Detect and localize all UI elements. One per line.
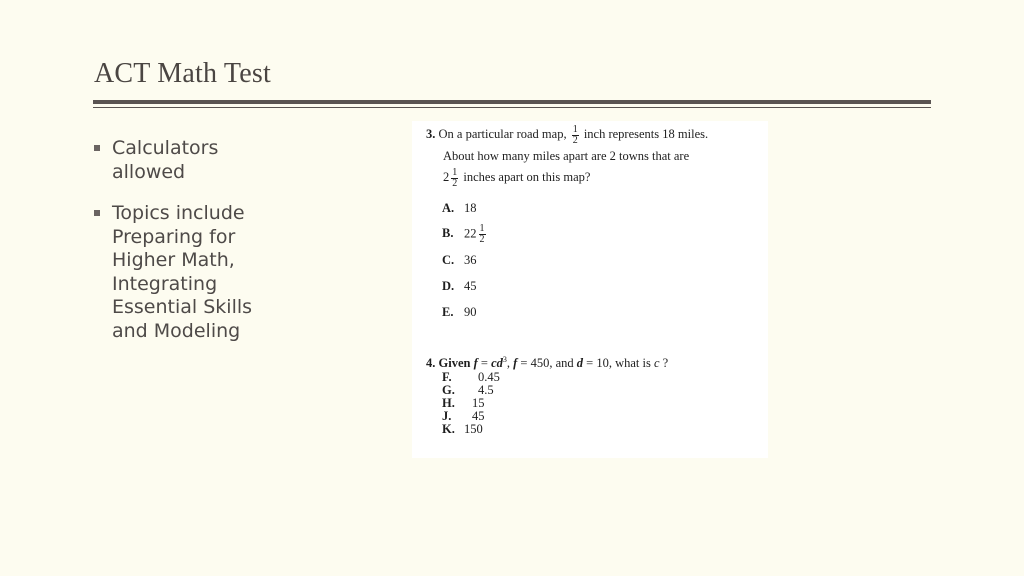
mixed-number-whole: 22 xyxy=(464,226,477,241)
choice-value: 90 xyxy=(464,305,477,319)
answer-choice xyxy=(442,224,488,245)
question-text: = xyxy=(477,356,492,371)
choice-label: C. xyxy=(442,253,455,267)
choice-value: 45 xyxy=(472,409,485,423)
choice-label: K. xyxy=(442,422,455,436)
fraction-numerator: 1 xyxy=(452,166,458,178)
variable: d xyxy=(576,356,584,371)
fraction-numerator: 1 xyxy=(479,223,485,234)
question-text: ? xyxy=(659,356,669,371)
choice-label: A. xyxy=(442,201,455,215)
answer-choice xyxy=(442,279,477,294)
square-bullet-icon xyxy=(94,210,100,216)
choice-value: 45 xyxy=(464,279,477,293)
question-number: 3. xyxy=(426,127,436,141)
question-image xyxy=(412,121,768,458)
square-bullet-icon xyxy=(94,145,100,151)
variable: c xyxy=(653,356,660,371)
question-text: About how many miles apart are 2 towns that are xyxy=(443,148,690,163)
bullet-list xyxy=(94,137,284,361)
choice-label: D. xyxy=(442,279,455,293)
question-3 xyxy=(426,124,758,189)
question-3-line-2 xyxy=(426,146,758,168)
variable: f xyxy=(513,356,518,371)
choice-value: 0.45 xyxy=(478,370,500,384)
bullet-item xyxy=(94,202,284,343)
question-text: = 450, and xyxy=(517,356,577,371)
exponent: 3 xyxy=(502,355,507,364)
title-divider-thin xyxy=(93,107,931,108)
question-text: On a particular road map, xyxy=(438,127,567,141)
fraction xyxy=(451,168,458,189)
choice-label: F. xyxy=(442,370,452,384)
title-divider-thick xyxy=(93,100,931,104)
answer-choice xyxy=(442,201,477,216)
choice-value: 150 xyxy=(464,422,483,436)
fraction-denominator: 2 xyxy=(572,134,578,146)
choice-label: E. xyxy=(442,305,454,319)
choice-value: 36 xyxy=(464,253,477,267)
choice-value: 18 xyxy=(464,201,477,215)
question-3-line-1 xyxy=(426,124,758,146)
answer-choice xyxy=(442,253,477,268)
question-text: inch represents 18 miles. xyxy=(583,127,709,141)
choice-label: B. xyxy=(442,226,454,241)
question-text: inches apart on this map? xyxy=(463,170,591,185)
fraction xyxy=(572,125,579,146)
question-3-line-3 xyxy=(426,167,758,189)
question-text: = 10, what is xyxy=(583,356,654,371)
question-text: , xyxy=(506,356,514,371)
fraction-denominator: 2 xyxy=(452,177,458,189)
fraction xyxy=(479,224,486,245)
choice-value: 15 xyxy=(472,396,485,410)
variable: f xyxy=(473,356,478,371)
choice-label: G. xyxy=(442,383,455,397)
variable: cd xyxy=(491,356,503,371)
mixed-number-whole: 2 xyxy=(443,170,450,185)
bullet-item xyxy=(94,137,284,184)
choice-value: 4.5 xyxy=(478,383,494,397)
bullet-text: Topics include Preparing for Higher Math, Integrating Essential Skills and Modeling xyxy=(112,202,253,342)
fraction-denominator: 2 xyxy=(479,234,485,245)
fraction-numerator: 1 xyxy=(572,123,578,135)
choice-label: J. xyxy=(442,409,452,423)
answer-choice xyxy=(442,305,477,320)
bullet-text: Calculators allowed xyxy=(112,137,219,183)
question-text: Given xyxy=(438,356,471,371)
question-number: 4. xyxy=(426,356,436,371)
slide-title: ACT Math Test xyxy=(94,58,271,89)
choice-label: H. xyxy=(442,396,455,410)
answer-choice xyxy=(442,423,483,436)
